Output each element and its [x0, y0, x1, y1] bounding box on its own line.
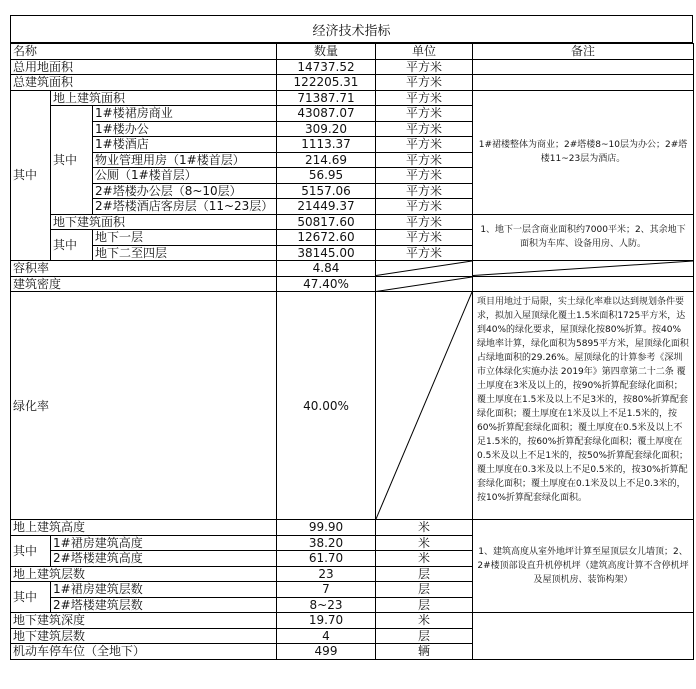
row-qty: 38.20	[277, 535, 376, 551]
row-name: 建筑密度	[11, 276, 277, 292]
row-qty: 50817.60	[277, 214, 376, 230]
table-row	[11, 276, 694, 292]
row-name: 1#裙房建筑高度	[51, 535, 277, 551]
indicator-table	[10, 43, 694, 660]
row-unit: 平方米	[376, 183, 473, 199]
row-qty: 14737.52	[277, 59, 376, 75]
row-name: 地上建筑面积	[51, 90, 277, 106]
row-unit: 层	[376, 566, 473, 582]
row-unit: 平方米	[376, 245, 473, 261]
diagonal-line	[376, 261, 472, 276]
diagonal-line	[473, 261, 693, 276]
row-name: 地下建筑深度	[11, 613, 277, 629]
subgroup-label: 其中	[51, 230, 93, 261]
row-qty: 1113.37	[277, 137, 376, 153]
row-qty: 5157.06	[277, 183, 376, 199]
row-name: 1#裙房建筑层数	[51, 582, 277, 598]
table-row	[11, 214, 694, 230]
row-note-empty	[473, 59, 694, 75]
row-qty: 56.95	[277, 168, 376, 184]
row-qty: 8~23	[277, 597, 376, 613]
row-qty: 40.00%	[277, 292, 376, 520]
row-unit: 平方米	[376, 230, 473, 246]
diagonal-cell	[376, 261, 473, 277]
subgroup-label: 其中	[51, 106, 93, 215]
row-qty: 38145.00	[277, 245, 376, 261]
row-unit: 平方米	[376, 106, 473, 122]
header-unit: 单位	[376, 44, 473, 60]
row-qty: 4.84	[277, 261, 376, 277]
diagonal-cell	[376, 276, 473, 292]
row-name: 机动车停车位（全地下）	[11, 644, 277, 660]
row-name: 物业管理用房（1#楼首层）	[93, 152, 277, 168]
row-unit: 平方米	[376, 90, 473, 106]
row-qty: 99.90	[277, 520, 376, 536]
row-qty: 214.69	[277, 152, 376, 168]
sheet-title: 经济技术指标	[10, 15, 693, 43]
table-row	[11, 520, 694, 536]
row-qty: 21449.37	[277, 199, 376, 215]
row-qty: 43087.07	[277, 106, 376, 122]
row-qty: 47.40%	[277, 276, 376, 292]
note-green: 项目用地过于局限，实土绿化率难以达到规划条件要求，拟加入屋顶绿化覆土1.5米面积1725平方米，达到40%的绿化要求，屋顶绿化按80%折算。按40%绿地率计算，绿化面积为5895平方米，屋顶绿化面积占绿地面积的29.26%。屋顶绿化的计算参考《深圳市立体绿化实施办法 2019年》第四章第二十二条 覆土厚度在3米及以上的，按90%折算配套绿化面积；覆土厚度在1.5米及以上不足3米的，按80%折算配套绿化面积；覆土厚度在1米及以上不足1.5米的，按60%折算配套绿化面积；覆土厚度在0.5米及以上不足1.5米的，按60%折算配套绿化面积；覆土厚度在0.5米及以上不足1米的，按50%折算配套绿化面积；覆土厚度在0.3米及以上不足0.5米的，按30%折算配套绿化面积；覆土厚度在0.1米及以上不足0.3米的，按10%折算配套绿化面积。	[473, 292, 694, 520]
row-name: 2#塔楼建筑层数	[51, 597, 277, 613]
row-name: 地下一层	[93, 230, 277, 246]
row-unit: 米	[376, 520, 473, 536]
table-row	[11, 613, 694, 629]
row-unit: 层	[376, 628, 473, 644]
row-unit: 平方米	[376, 75, 473, 91]
row-name: 2#塔楼酒店客房层（11~23层）	[93, 199, 277, 215]
row-qty: 61.70	[277, 551, 376, 567]
row-note-empty	[473, 75, 694, 91]
subgroup-label: 其中	[11, 582, 51, 613]
subgroup-label: 其中	[11, 535, 51, 566]
diagonal-cell	[376, 292, 473, 520]
table-row	[11, 292, 694, 520]
row-unit: 层	[376, 582, 473, 598]
row-name: 地下建筑面积	[51, 214, 277, 230]
row-unit: 平方米	[376, 137, 473, 153]
table-row	[11, 59, 694, 75]
row-qty: 4	[277, 628, 376, 644]
row-qty: 12672.60	[277, 230, 376, 246]
row-name: 地下建筑层数	[11, 628, 277, 644]
row-name: 1#楼办公	[93, 121, 277, 137]
row-name: 总建筑面积	[11, 75, 277, 91]
row-qty: 7	[277, 582, 376, 598]
row-qty: 122205.31	[277, 75, 376, 91]
row-name: 公厕（1#楼首层）	[93, 168, 277, 184]
row-unit: 米	[376, 551, 473, 567]
row-name: 2#塔楼建筑高度	[51, 551, 277, 567]
row-unit: 米	[376, 535, 473, 551]
header-row	[11, 44, 694, 60]
row-qty: 23	[277, 566, 376, 582]
row-name: 总用地面积	[11, 59, 277, 75]
row-name: 地上建筑高度	[11, 520, 277, 536]
row-name: 1#楼酒店	[93, 137, 277, 153]
table-row	[11, 90, 694, 106]
table-row	[11, 261, 694, 277]
row-qty: 309.20	[277, 121, 376, 137]
row-qty: 19.70	[277, 613, 376, 629]
row-name: 2#塔楼办公层（8~10层）	[93, 183, 277, 199]
note-above: 1#裙楼整体为商业；2#塔楼8~10层为办公；2#塔楼11~23层为酒店。	[473, 90, 694, 214]
row-unit: 平方米	[376, 199, 473, 215]
diagonal-line	[376, 277, 472, 292]
diagonal-cell	[473, 261, 694, 277]
header-qty: 数量	[277, 44, 376, 60]
note-below: 1、地下一层含商业面积约7000平米；2、其余地下面积为车库、设备用房、人防。	[473, 214, 694, 261]
row-unit: 平方米	[376, 59, 473, 75]
header-note: 备注	[473, 44, 694, 60]
row-unit: 平方米	[376, 152, 473, 168]
row-qty: 71387.71	[277, 90, 376, 106]
row-unit: 平方米	[376, 214, 473, 230]
row-unit: 层	[376, 597, 473, 613]
row-unit: 平方米	[376, 168, 473, 184]
row-unit: 辆	[376, 644, 473, 660]
table-row	[11, 75, 694, 91]
row-name: 1#楼裙房商业	[93, 106, 277, 122]
row-unit: 米	[376, 613, 473, 629]
row-unit: 平方米	[376, 121, 473, 137]
header-name: 名称	[11, 44, 277, 60]
row-name: 地下二至四层	[93, 245, 277, 261]
row-qty: 499	[277, 644, 376, 660]
row-name: 容积率	[11, 261, 277, 277]
group-label: 其中	[11, 90, 51, 261]
note-height: 1、建筑高度从室外地坪计算至屋顶层女儿墙顶；2、2#楼顶部设直升机停机坪（建筑高度计算不含停机坪及屋顶机房、装饰构架）	[473, 520, 694, 613]
row-name: 地上建筑层数	[11, 566, 277, 582]
row-name: 绿化率	[11, 292, 277, 520]
row-note-empty	[473, 613, 694, 660]
row-note-empty	[473, 276, 694, 292]
diagonal-line	[376, 292, 472, 519]
